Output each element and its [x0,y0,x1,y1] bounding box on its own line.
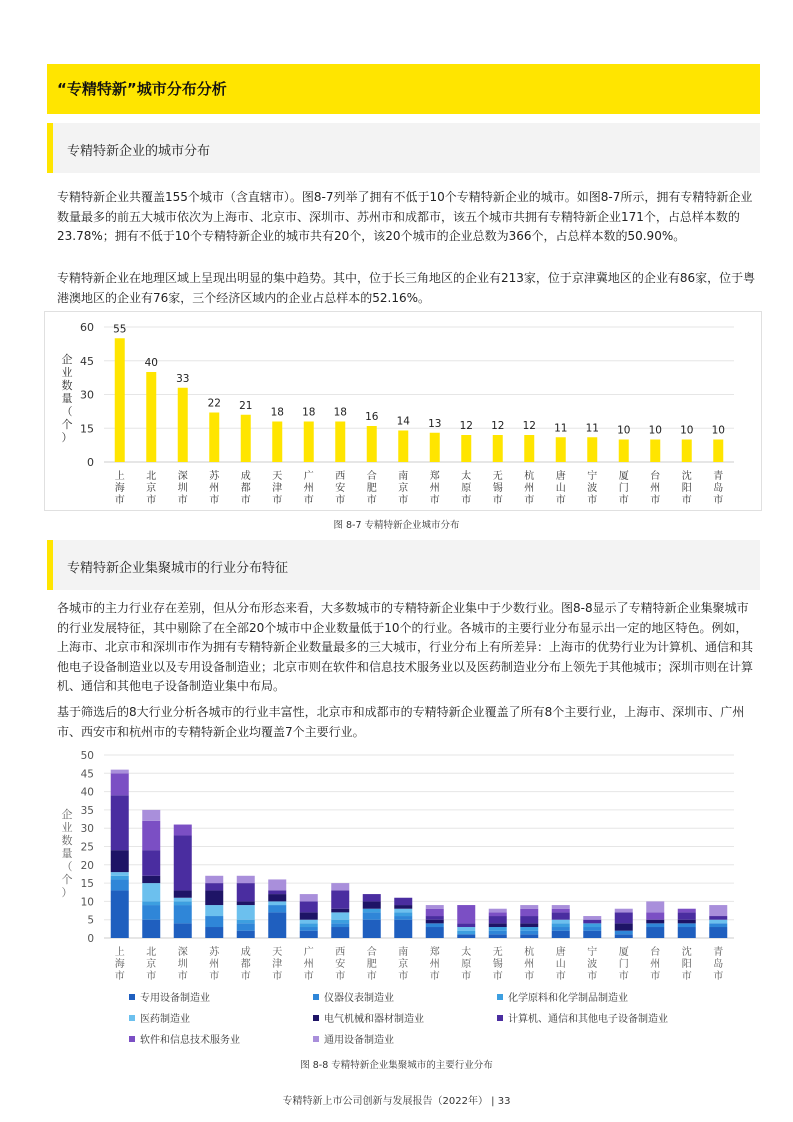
bar-segment [237,931,255,938]
bar-segment [678,912,696,919]
figure-caption: 图 8-7 专精特新企业城市分布 [333,520,460,531]
x-tick-label: 上海市 [114,947,125,982]
bar-segment [394,909,412,913]
bar-segment [205,876,223,883]
bar-segment [300,927,318,931]
bar-segment [174,901,192,905]
bar-segment [142,905,160,920]
bar-segment [646,927,664,938]
legend-item [129,1010,190,1025]
x-tick-label: 台州市 [650,947,661,982]
x-tick-label: 广州市 [303,471,314,506]
bar-segment [552,920,570,924]
data-label: 33 [176,372,190,385]
x-tick-label: 成都市 [240,947,251,982]
bar-segment [174,825,192,836]
bar-segment [520,927,538,931]
bar-segment [111,890,129,938]
bar-segment [552,905,570,909]
x-tick-label: 西安市 [335,947,346,982]
bar-segment [331,923,349,927]
x-tick-label: 厦门市 [618,471,629,506]
y-tick-label: 30 [80,388,94,402]
bar-segment [394,898,412,905]
bar-segment [678,923,696,927]
x-tick-label: 北京市 [146,471,157,506]
y-tick-label: 20 [80,859,94,872]
bar-segment [394,912,412,916]
data-label: 10 [680,424,694,437]
bar-segment [709,916,727,920]
bar-segment [520,934,538,938]
data-label: 18 [333,406,347,419]
x-tick-label: 合肥市 [366,947,377,982]
legend-swatch [313,994,319,1000]
legend-swatch [129,1015,135,1021]
y-tick-label: 45 [80,354,94,368]
bar-segment [426,916,444,920]
page-title: “专精特新”城市分布分析 [57,80,227,98]
bar-segment [363,912,381,919]
y-tick-label: 50 [80,750,94,762]
x-tick-label: 深圳市 [177,471,188,506]
bar-segment [552,931,570,938]
y-tick-label: 5 [87,914,94,927]
bar-segment [363,920,381,938]
bar-segment [457,931,475,935]
page-footer [0,1092,793,1107]
bar-segment [552,923,570,927]
data-label: 16 [365,411,379,423]
data-label: 10 [648,424,662,437]
bar-segment [394,905,412,909]
bar-segment [552,927,570,931]
bar-segment [174,890,192,897]
x-tick-label: 南京市 [398,471,409,506]
bar-segment [520,931,538,935]
data-label: 12 [459,420,473,432]
section-heading: 专精特新企业的城市分布 [67,144,211,159]
bar-segment [363,894,381,901]
bar-segment [457,905,475,923]
y-tick-label: 0 [87,456,94,469]
y-tick-label: 15 [80,878,94,891]
legend-label: 仪器仪表制造业 [324,993,394,1004]
bar-segment [205,890,223,905]
bar-segment [709,927,727,938]
footer-separator: | [491,1096,498,1107]
footer-report-title: 专精特新上市公司创新与发展报告（2022年） [282,1096,488,1107]
legend-label: 通用设备制造业 [324,1035,394,1046]
bar-segment [111,879,129,890]
section-heading: 专精特新企业集聚城市的行业分布特征 [67,561,289,576]
data-label: 18 [302,406,316,419]
y-tick-label: 10 [80,896,94,909]
bar-segment [268,905,286,912]
bar-segment [678,927,696,938]
bar-segment [111,770,129,774]
legend-item [313,989,394,1004]
bar-segment [583,920,601,924]
bar-segment [300,931,318,938]
bar-segment [331,912,349,919]
data-label: 12 [491,420,505,432]
bar-segment [678,920,696,924]
bar-segment [300,923,318,927]
x-tick-label: 唐山市 [555,947,566,982]
bar-segment [142,876,160,883]
bar-segment [174,836,192,891]
x-tick-label: 唐山市 [555,471,566,506]
bar-segment [237,901,255,905]
bar-segment [111,872,129,876]
y-tick-label: 30 [80,823,94,836]
data-label: 10 [711,424,725,437]
y-tick-label: 15 [80,422,94,436]
x-tick-label: 上海市 [114,471,125,506]
bar-segment [583,927,601,931]
x-tick-label: 宁波市 [587,947,598,982]
bar-segment [237,905,255,920]
bar-segment [268,894,286,901]
bar-segment [111,773,129,795]
bar-segment [142,821,160,850]
bar-segment [142,920,160,938]
x-tick-label: 苏州市 [209,947,220,982]
paragraph: 专精特新企业共覆盖155个城市（含直辖市）。图8-7列举了拥有不低于10个专精特新企业的城市。如图8-7所示，拥有专精特新企业数量最多的前五大城市依次为上海市、北京市、深圳市、苏州市和成都市，该五个城市共拥有专精特新企业171个，占总样本数的23.78%；拥有不低于10个专精特新企业的城市共有20个，该20个城市的企业总数为366个，占总样本数的50.90%。 [57,190,753,243]
bar-segment [237,883,255,901]
legend-label: 专用设备制造业 [140,993,210,1004]
data-label: 10 [617,424,631,437]
y-tick-label: 60 [80,321,94,334]
bar-segment [300,920,318,924]
bar-segment [615,923,633,930]
data-label: 18 [270,406,284,419]
bar-segment [300,901,318,912]
bar-segment [489,923,507,927]
y-tick-label: 40 [80,786,94,799]
x-tick-label: 青岛市 [713,471,724,506]
x-tick-label: 西安市 [335,471,346,506]
x-tick-label: 天津市 [272,471,283,506]
bar-segment [646,901,664,912]
bar-segment [615,931,633,935]
x-tick-label: 沈阳市 [681,947,692,982]
bar-segment [363,909,381,913]
bar-segment [489,927,507,931]
x-tick-label: 苏州市 [209,471,220,506]
data-label: 40 [144,357,158,369]
bar-segment [331,909,349,913]
bar-segment [237,923,255,930]
bar-segment [583,931,601,938]
bar-segment [142,883,160,901]
bar-segment [331,920,349,924]
bar-segment [709,923,727,927]
bar-segment [111,876,129,880]
bar-segment [237,920,255,924]
bar-segment [268,901,286,905]
bar-segment [520,916,538,923]
bar-segment [552,909,570,913]
data-label: 12 [522,420,536,432]
bar-segment [300,894,318,901]
y-tick-label: 0 [87,933,94,945]
x-tick-label: 南京市 [398,947,409,982]
bar-segment [426,920,444,924]
bar-segment [363,901,381,908]
paragraph: 基于筛选后的8大行业分析各城市的行业丰富性，北京市和成都市的专精特新企业覆盖了所有8个主要行业，上海市、深圳市、广州市、西安市和杭州市的专精特新企业均覆盖7个主要行业。 [57,705,745,739]
y-tick-label: 25 [80,841,94,854]
bar-segment [552,912,570,919]
paragraph: 各城市的主力行业存在差别，但从分布形态来看，大多数城市的专精特新企业集中于少数行业。图8-8显示了专精特新企业集聚城市的行业发展特征，其中剔除了在全部20个城市中企业数量低于10个的行业。各城市的主要行业分布显示出一定的地区特色。例如，上海市、北京市和深圳市作为拥有专精特新企业数量最多的三大城市，行业分布上有所差异：上海市的优势行业为计算机、通信和其他电子设备制造业以及专用设备制造业；北京市则在软件和信息技术服务业以及医药制造业分布上领先于其他城市；深圳市则在计算机、通信和其他电子设备制造业集中布局。 [57,601,754,693]
x-tick-label: 郑州市 [429,471,440,506]
bar-segment [142,901,160,905]
legend-item [313,1031,394,1046]
x-tick-label: 厦门市 [618,947,629,982]
legend-item [497,1010,668,1025]
bar-segment [583,923,601,927]
legend-label: 电气机械和器材制造业 [324,1014,424,1025]
x-tick-label: 北京市 [146,947,157,982]
bar-segment [268,879,286,890]
bar-segment [142,810,160,821]
bar-segment [489,931,507,935]
data-label: 11 [554,422,568,435]
bar-segment [268,912,286,938]
bar-segment [489,912,507,916]
legend-swatch [313,1036,319,1042]
bar-segment [520,909,538,916]
bar-segment [646,923,664,927]
page-number: 33 [497,1096,511,1107]
x-tick-label: 沈阳市 [681,471,692,506]
x-tick-label: 天津市 [272,947,283,982]
y-axis-label: 企业数量（个） [61,353,73,444]
bar-segment [709,905,727,916]
bar-segment [237,876,255,883]
bar-segment [331,890,349,908]
bar-segment [457,927,475,931]
bar-segment [678,909,696,913]
x-tick-label: 成都市 [240,471,251,506]
data-label: 13 [428,417,442,430]
x-tick-label: 郑州市 [429,947,440,982]
data-label: 14 [396,415,410,428]
bar-segment [426,905,444,909]
legend-label: 软件和信息技术服务业 [140,1035,240,1046]
x-tick-label: 青岛市 [713,947,724,982]
bar-segment [111,850,129,872]
legend-label: 化学原料和化学制品制造业 [508,993,628,1004]
y-tick-label: 35 [80,804,94,817]
legend-item [129,1031,240,1046]
x-tick-label: 无锡市 [492,471,503,506]
bar-segment [331,883,349,890]
bar-segment [394,920,412,938]
bar-segment [426,927,444,938]
bar-segment [615,934,633,938]
y-axis-label: 企业数量（个） [61,808,73,899]
figure-caption: 图 8-8 专精特新企业集聚城市的主要行业分布 [300,1060,493,1071]
x-tick-label: 合肥市 [366,471,377,506]
bar-segment [457,934,475,938]
bar-segment [615,912,633,923]
x-tick-label: 宁波市 [587,471,598,506]
bar-segment [205,927,223,938]
x-tick-label: 杭州市 [524,947,535,982]
bar-segment [646,920,664,924]
data-label: 21 [239,399,253,412]
data-label: 55 [113,323,127,336]
legend-label: 医药制造业 [140,1014,190,1025]
bar-segment [174,923,192,938]
x-tick-label: 深圳市 [177,947,188,982]
bar-segment [426,923,444,927]
bar-segment [520,923,538,927]
legend-swatch [313,1015,319,1021]
legend-item [313,1010,424,1025]
x-tick-label: 太原市 [461,471,472,506]
legend-item [129,989,210,1004]
legend-label: 计算机、通信和其他电子设备制造业 [508,1014,668,1025]
paragraph: 专精特新企业在地理区域上呈现出明显的集中趋势。其中，位于长三角地区的企业有213家，位于京津冀地区的企业有86家，位于粤港澳地区的企业有76家，三个经济区域内的企业占总样本的52.16%。 [57,271,756,305]
bar-segment [489,934,507,938]
legend-swatch [497,994,503,1000]
bar-segment [331,927,349,938]
bar-segment [268,890,286,894]
bar-segment [174,898,192,902]
bar-segment [205,883,223,890]
bar-segment [583,916,601,920]
bar-segment [174,905,192,923]
x-tick-label: 杭州市 [524,471,535,506]
bar-segment [489,909,507,913]
x-tick-label: 广州市 [303,947,314,982]
bar-segment [300,912,318,919]
bar-segment [111,795,129,850]
x-tick-label: 太原市 [461,947,472,982]
bar-segment [615,909,633,913]
bar-segment [205,916,223,927]
legend-item [497,989,628,1004]
legend-swatch [129,994,135,1000]
bar-segment [520,905,538,909]
bar-segment [709,920,727,924]
bar-segment [426,909,444,916]
bar-segment [489,916,507,923]
legend-swatch [497,1015,503,1021]
x-tick-label: 无锡市 [492,947,503,982]
data-label: 11 [585,422,599,435]
bar-segment [205,905,223,916]
legend-swatch [129,1036,135,1042]
data-label: 22 [207,397,221,410]
bar-segment [646,912,664,919]
bar-segment [457,923,475,927]
bar-segment [142,850,160,876]
x-tick-label: 台州市 [650,471,661,506]
bar-segment [394,916,412,920]
y-tick-label: 45 [80,768,94,781]
